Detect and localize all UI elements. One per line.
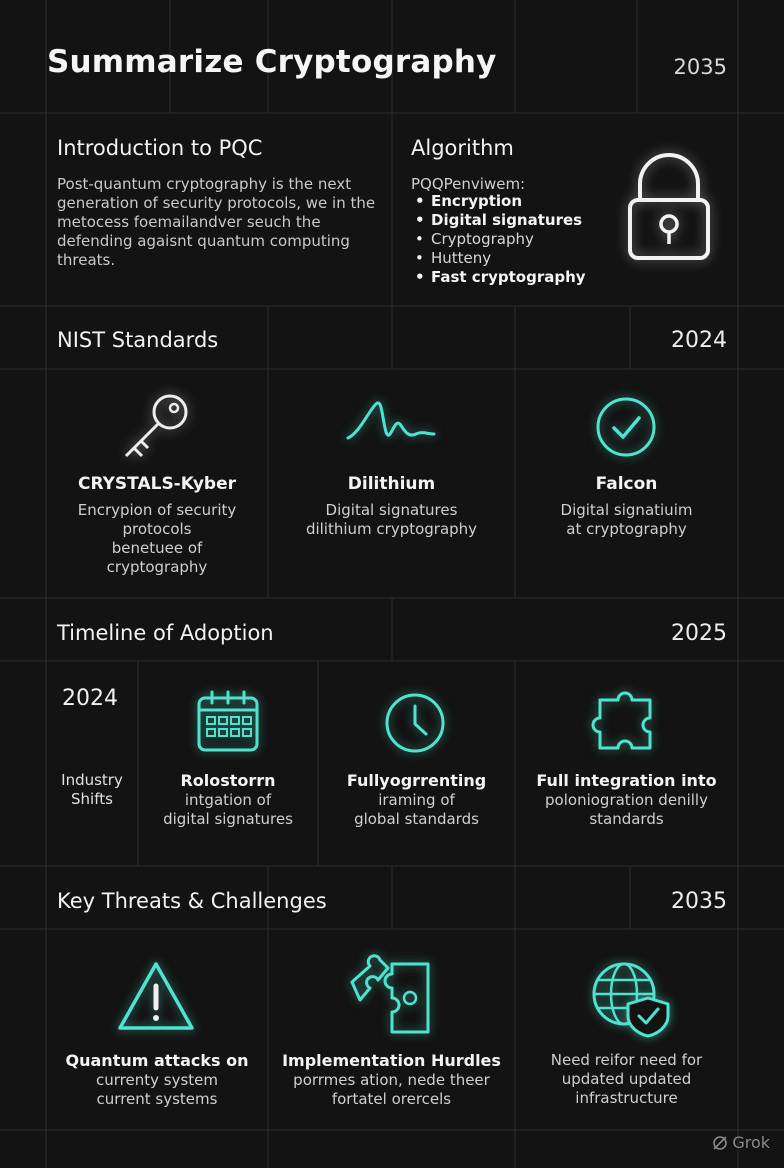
algorithm-item: • Encryption <box>411 192 586 211</box>
card-line: Digital signatures <box>325 501 458 519</box>
grok-logo-icon <box>712 1135 728 1151</box>
timeline-start-text <box>46 771 138 809</box>
warning-icon <box>116 960 196 1036</box>
card-line: dilithium cryptography <box>305 520 478 538</box>
card-line: current systems <box>96 1090 218 1108</box>
card-body <box>138 791 318 829</box>
threat-card-implementation <box>268 1051 515 1109</box>
card-title: Quantum attacks on <box>65 1051 249 1070</box>
check-circle-icon <box>595 396 657 462</box>
card-line: Encrypion of security <box>77 501 237 519</box>
card-line: updated updated <box>561 1070 692 1088</box>
intro-title: Introduction to PQC <box>57 136 263 160</box>
card-body <box>46 501 268 577</box>
timeline-card-2 <box>318 771 515 829</box>
card-line: digital signatures <box>163 810 293 828</box>
card-line: Digital signatiuim <box>560 501 693 519</box>
timeline-card-3 <box>515 771 738 829</box>
card-line: protocols <box>122 520 192 538</box>
nist-year: 2024 <box>671 328 727 353</box>
threat-card-quantum <box>46 1051 268 1109</box>
intro-line: threats. <box>57 251 116 269</box>
algorithm-lead: PQQPenviwem: <box>411 175 526 193</box>
card-body <box>515 501 738 539</box>
card-body <box>318 791 515 829</box>
card-body <box>268 1071 515 1109</box>
card-line: porrmes ation, nede theer <box>293 1071 490 1089</box>
card-line: currenty system <box>96 1071 218 1089</box>
puzzle-pieces-icon <box>348 958 432 1040</box>
nist-card-kyber <box>46 474 268 577</box>
card-line: poloniogration denilly <box>545 791 708 809</box>
intro-line: metocess foemailandver seuch the <box>57 213 321 231</box>
card-line: Shifts <box>71 790 113 808</box>
timeline-start-year: 2024 <box>62 686 118 711</box>
key-icon <box>120 392 192 468</box>
timeline-year: 2025 <box>671 621 727 646</box>
nist-card-dilithium <box>268 474 515 539</box>
threats-title: Key Threats & Challenges <box>57 889 327 913</box>
algorithm-title: Algorithm <box>411 136 514 160</box>
page-title: Summarize Cryptography <box>47 44 497 80</box>
algorithm-list <box>411 192 586 287</box>
card-line: at cryptography <box>566 520 687 538</box>
card-line: fortatel orercels <box>331 1090 452 1108</box>
calendar-icon <box>196 690 260 758</box>
card-line: Need reifor need for <box>550 1051 703 1069</box>
card-line: intgation of <box>184 791 272 809</box>
intro-line: defending agaisnt quantum computing <box>57 232 350 250</box>
intro-line: generation of security protocols, we in the <box>57 194 376 212</box>
threats-year: 2035 <box>671 889 727 914</box>
card-line: iraming of <box>378 791 455 809</box>
watermark-text: Grok <box>732 1133 770 1152</box>
card-line: standards <box>589 810 664 828</box>
globe-shield-icon <box>590 960 672 1042</box>
card-title: Rolostorrn <box>180 771 276 790</box>
card-line: Industry <box>61 771 123 789</box>
card-line: benetuee of <box>111 539 203 557</box>
timeline-title: Timeline of Adoption <box>57 621 274 645</box>
card-body <box>515 791 738 829</box>
signature-icon <box>346 398 436 450</box>
watermark <box>712 1133 770 1152</box>
intro-line: Post-quantum cryptography is the next <box>57 175 352 193</box>
card-line: cryptography <box>106 558 208 576</box>
timeline-card-1 <box>138 771 318 829</box>
card-title: Fullyogrrenting <box>346 771 487 790</box>
padlock-icon <box>626 150 712 266</box>
card-body <box>46 1071 268 1109</box>
algorithm-item: • Digital signatures <box>411 211 586 230</box>
card-body <box>515 1051 738 1108</box>
nist-title: NIST Standards <box>57 328 219 352</box>
clock-icon <box>384 692 446 758</box>
card-title: CRYSTALS-Kyber <box>77 474 236 494</box>
card-line: infrastructure <box>575 1089 678 1107</box>
card-body <box>268 501 515 539</box>
nist-card-falcon <box>515 474 738 539</box>
card-title: Full integration into <box>536 771 717 790</box>
algorithm-item: • Fast cryptography <box>411 268 586 287</box>
algorithm-item: • Hutteny <box>411 249 586 268</box>
card-line: global standards <box>354 810 479 828</box>
puzzle-icon <box>594 690 660 760</box>
intro-body <box>57 175 387 270</box>
threat-card-infrastructure <box>515 1051 738 1108</box>
header-year: 2035 <box>673 55 727 79</box>
card-title: Implementation Hurdles <box>282 1051 501 1070</box>
algorithm-item: • Cryptography <box>411 230 586 249</box>
card-title: Falcon <box>595 474 658 494</box>
card-title: Dilithium <box>347 474 436 494</box>
